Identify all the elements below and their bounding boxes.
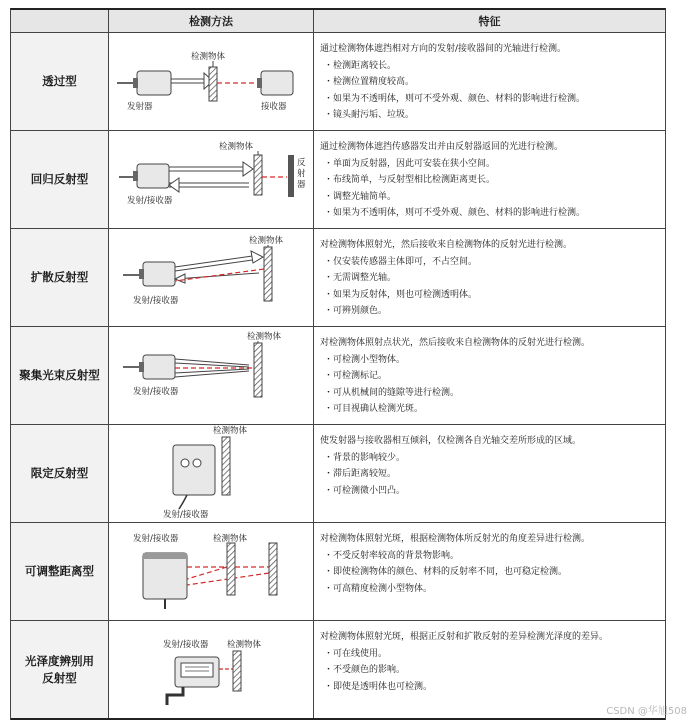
feature-summary: 对检测物体照射点状光，然后接收来自检测物体的反射光进行检测。 [320,338,591,348]
reflector-icon [288,155,294,197]
features-cell [314,327,665,424]
header-features: 特征 [478,15,501,28]
feature-bullet: ・可从机械间的缝隙等进行检测。 [324,387,460,398]
object-icon [254,343,262,397]
feature-summary: 对检测物体照射光斑，根据正反射和扩散反射的差异检测光泽度的差异。 [320,632,609,642]
object-icon [222,437,230,495]
features-cell [314,425,665,522]
svg-text:射: 射 [297,169,306,179]
feature-bullet: ・不受颜色的影响。 [324,665,406,675]
receiver-label: 接收器 [261,102,287,112]
feature-bullet: ・滞后距离较短。 [324,469,397,479]
feature-bullet: ・检测位置精度较高。 [324,77,415,87]
feature-bullet: ・如果为反射体，则也可检测透明体。 [324,289,478,300]
feature-bullet: ・可目视确认检测光斑。 [324,404,424,414]
header-method: 检测方法 [109,10,314,32]
gloss-detection-diagram [109,621,314,718]
object-label: 检测物体 [249,236,284,246]
feature-bullet: ・无需调整光轴。 [324,273,397,283]
feature-bullet: ・可在线使用。 [324,648,388,659]
feature-bullet: ・即使检测物体的颜色、材料的反射率不同，也可稳定检测。 [324,567,568,577]
table-row [11,229,665,327]
table-row [11,33,665,131]
header-type [11,10,109,32]
svg-text:反: 反 [297,158,306,168]
emitter-receiver-label: 发射/接收器 [163,510,209,520]
method-diagram [109,33,314,130]
emitter-receiver-label: 发射/接收器 [127,196,173,206]
emitter-receiver-label: 发射/接收器 [133,296,179,306]
feature-bullet: ・可检测标记。 [324,371,388,381]
emitter-label: 发射器 [127,102,153,112]
object-icon [233,651,241,691]
background-icon [269,543,277,595]
emitter-icon [137,71,171,95]
table-row [11,131,665,229]
feature-bullet: ・可检测小型物体。 [324,354,406,365]
feature-summary: 对检测物体照射光斑，根据检测物体所反射光的角度差异进行检测。 [320,534,591,544]
through-beam-diagram [109,33,314,130]
method-diagram [109,327,314,424]
emitter-receiver-label: 发射/接收器 [163,640,209,650]
feature-bullet: ・镜头耐污垢、垃圾。 [324,110,415,120]
object-label: 检测物体 [219,142,254,152]
object-icon [227,543,235,595]
method-diagram [109,425,314,522]
feature-bullet: ・可高精度检测小型物体。 [324,583,433,594]
table-row [11,425,665,523]
object-label: 检测物体 [213,534,248,544]
feature-bullet: ・如果为不透明体，则可不受外观、颜色、材料的影响进行检测。 [324,93,586,104]
feature-summary: 通过检测物体遮挡相对方向的发射/接收器间的光轴进行检测。 [320,44,567,54]
type-label: 扩散反射型 [11,229,109,326]
emitter-receiver-icon [143,553,187,599]
distance-settable-diagram [109,523,314,620]
emitter-receiver-label: 发射/接收器 [133,534,179,544]
type-label: 限定反射型 [11,425,109,522]
table-row [11,621,665,720]
feature-bullet: ・可辨别颜色。 [324,306,388,316]
type-label: 透过型 [11,33,109,130]
emitter-receiver-label: 发射/接收器 [133,387,179,397]
feature-bullet: ・不受反射率较高的背景物影响。 [324,550,460,561]
features-cell [314,33,665,130]
object-label: 检测物体 [247,332,282,342]
features-cell [314,131,665,228]
feature-bullet: ・单面为反射器，因此可安装在狭小空间。 [324,158,496,169]
feature-bullet: ・如果为不透明体，则可不受外观、颜色、材料的影响进行检测。 [324,208,586,218]
features-cell [314,229,665,326]
feature-bullet: ・检测距离较长。 [324,60,397,71]
svg-text:器: 器 [297,180,306,190]
sensor-type-table [10,8,666,720]
method-diagram [109,621,314,718]
feature-bullet: ・即使是透明体也可检测。 [324,681,433,692]
feature-summary: 通过检测物体遮挡传感器发出并由反射器返回的光进行检测。 [320,142,564,152]
emitter-receiver-icon [137,164,169,188]
feature-bullet: ・仅安装传感器主体即可，不占空间。 [324,256,478,267]
watermark: CSDN @华旭508 [606,706,687,717]
diffuse-reflective-diagram [109,229,314,326]
features-cell [314,523,665,620]
receiver-icon [261,71,293,95]
type-label: 回归反射型 [11,131,109,228]
method-diagram [109,523,314,620]
convergent-beam-diagram [109,327,314,424]
method-diagram [109,229,314,326]
feature-bullet: ・布线简单，与反射型相比检测距离更长。 [324,175,496,185]
object-label: 检测物体 [191,52,226,62]
type-label: 可调整距离型 [11,523,109,620]
feature-bullet: ・背景的影响较少。 [324,452,406,463]
table-row [11,523,665,621]
object-label: 检测物体 [213,426,248,436]
table-header [11,10,665,33]
type-label: 聚集光束反射型 [11,327,109,424]
feature-bullet: ・调整光轴简单。 [324,191,397,202]
object-icon [209,67,217,101]
feature-summary: 使发射器与接收器相互倾斜，仅检测各自光轴交差所形成的区域。 [320,436,582,446]
object-icon [264,247,272,301]
table-row [11,327,665,425]
emitter-receiver-icon [143,355,175,379]
limited-reflective-diagram [109,425,314,522]
method-diagram [109,131,314,228]
object-label: 检测物体 [227,640,262,650]
retro-reflective-diagram [109,131,314,228]
object-icon [254,155,262,195]
type-label: 光泽度辨别用 反射型 [11,621,109,718]
emitter-receiver-icon [143,262,175,286]
feature-bullet: ・可检测微小凹凸。 [324,485,406,496]
emitter-receiver-icon [173,445,215,495]
feature-summary: 对检测物体照射光，然后接收来自检测物体的反射光进行检测。 [320,240,573,250]
